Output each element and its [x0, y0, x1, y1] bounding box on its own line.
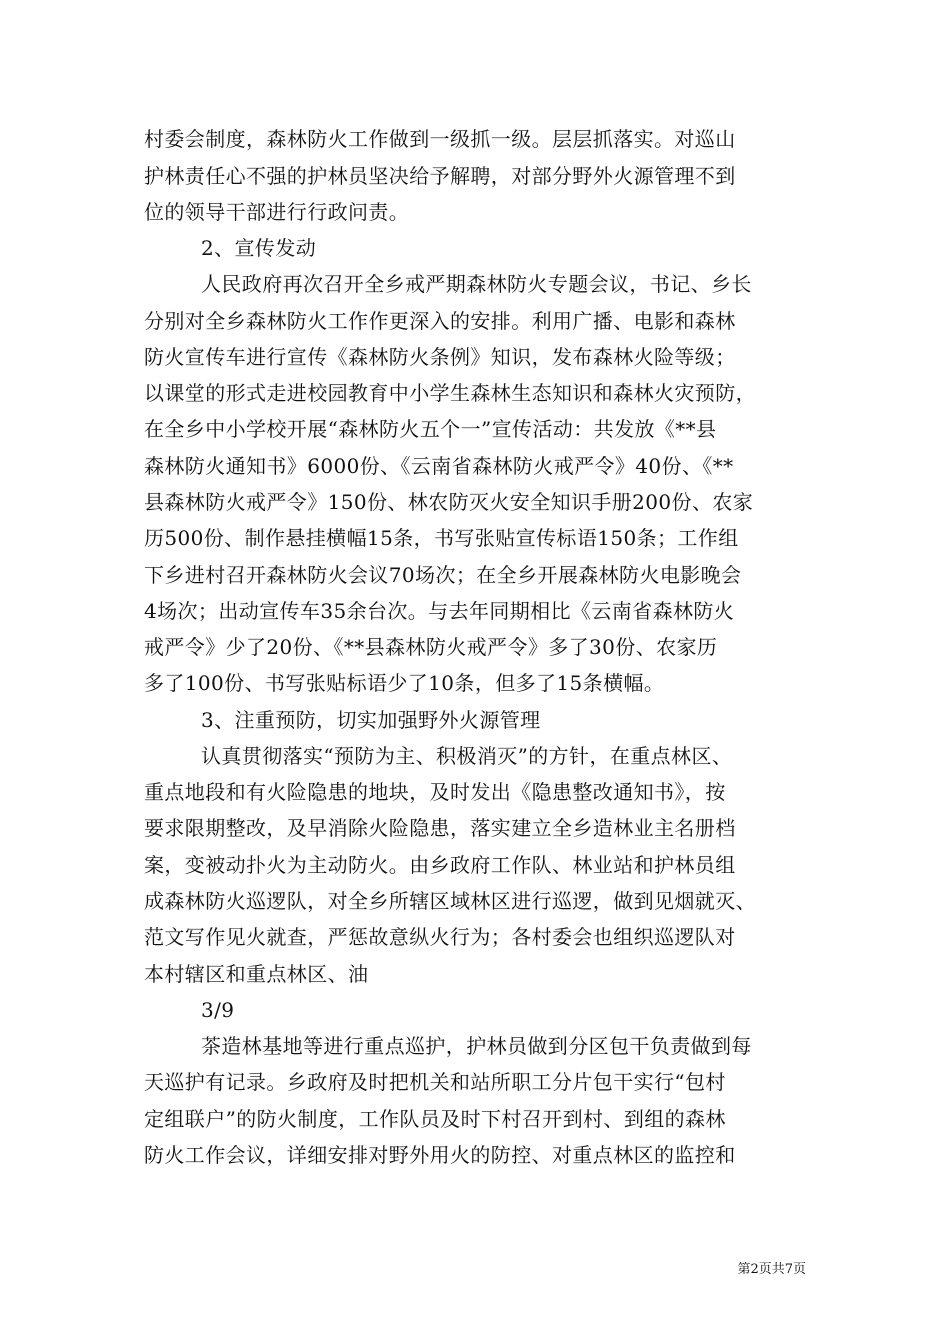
- body-line: 天巡护有记录。乡政府及时把机关和站所职工分片包干实行“包村: [144, 1070, 726, 1094]
- body-line: 认真贯彻落实“预防为主、积极消灭”的方针，在重点林区、: [201, 744, 733, 768]
- body-line: 案，变被动扑火为主动防火。由乡政府工作队、林业站和护林员组: [144, 853, 736, 877]
- body-line: 护林责任心不强的护林员坚决给予解聘，对部分野外火源管理不到: [144, 164, 736, 188]
- section-heading: 2、宣传发动: [201, 236, 317, 260]
- body-line: 防火工作会议，详细安排对野外用火的防控、对重点林区的监控和: [144, 1143, 736, 1167]
- body-line: 县森林防火戒严令》150份、林农防灭火安全知识手册200份、农家: [144, 490, 754, 514]
- body-line: 以课堂的形式走进校园教育中小学生森林生态知识和森林火灾预防，: [144, 381, 756, 405]
- body-line: 成森林防火巡逻队，对全乡所辖区域林区进行巡逻，做到见烟就灭、: [144, 889, 756, 913]
- page-footer: 第2页共7页: [737, 1262, 806, 1277]
- body-line: 多了100份、书写张贴标语少了10条，但多了15条横幅。: [144, 671, 665, 695]
- body-line: 下乡进村召开森林防火会议70场次；在全乡开展森林防火电影晚会: [144, 563, 742, 587]
- inline-page-number: 3/9: [201, 998, 235, 1022]
- body-line: 范文写作见火就查，严惩故意纵火行为；各村委会也组织巡逻队对: [144, 925, 736, 949]
- body-line: 人民政府再次召开全乡戒严期森林防火专题会议，书记、乡长: [201, 272, 752, 296]
- body-line: 定组联户”的防火制度，工作队员及时下村召开到村、到组的森林: [144, 1107, 726, 1131]
- body-line: 防火宣传车进行宣传《森林防火条例》知识，发布森林火险等级；: [144, 345, 736, 369]
- body-line: 历500份、制作悬挂横幅15条，书写张贴宣传标语150条；工作组: [144, 526, 739, 550]
- body-line: 森林防火通知书》6000份、《云南省森林防火戒严令》40份、《**: [144, 454, 734, 478]
- body-line: 本村辖区和重点林区、油: [144, 962, 369, 986]
- body-line: 重点地段和有火险隐患的地块，及时发出《隐患整改通知书》，按: [144, 780, 726, 804]
- section-heading: 3、注重预防，切实加强野外火源管理: [201, 708, 541, 732]
- body-line: 要求限期整改，及早消除火险隐患，落实建立全乡造林业主名册档: [144, 816, 736, 840]
- body-line: 戒严令》少了20份、《**县森林防火戒严令》多了30份、农家历: [144, 635, 718, 659]
- body-line: 分别对全乡森林防火工作作更深入的安排。利用广播、电影和森林: [144, 309, 736, 333]
- body-line: 位的领导干部进行行政问责。: [144, 200, 410, 224]
- body-line: 村委会制度，森林防火工作做到一级抓一级。层层抓落实。对巡山: [144, 127, 736, 151]
- body-line: 4场次；出动宣传车35余台次。与去年同期相比《云南省森林防火: [144, 599, 735, 623]
- body-line: 茶造林基地等进行重点巡护，护林员做到分区包干负责做到每: [201, 1034, 752, 1058]
- body-line: 在全乡中小学校开展“森林防火五个一”宣传活动：共发放《**县: [144, 417, 717, 441]
